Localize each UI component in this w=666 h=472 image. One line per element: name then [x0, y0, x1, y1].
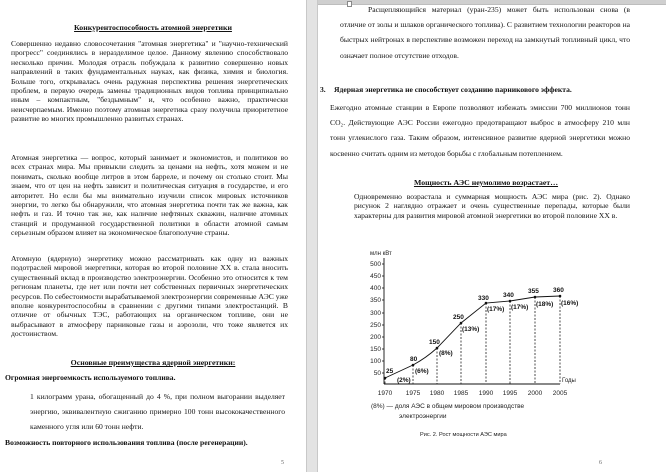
svg-text:100: 100	[370, 358, 381, 365]
svg-text:250: 250	[370, 322, 381, 329]
x-axis-label: Годы	[562, 378, 576, 384]
item-3-number: 3.	[320, 85, 326, 94]
paragraph-nuclear-subsector: Атомную (ядерную) энергетику можно рассматривать как одну из важных подотраслей мировой энергетики, которая во второй половине XX в. стала вносить существенный вклад в производство электроэнергии. Особенно это относится к тем регионам планеты, где нет или почти нет собственных первичных энергетических ресурсов. По себестоимости вырабатываемой электроэнергии современные АЭС уже вполне конкурентоспособны в сравнении с другими типами электростанций. В отличие от обычных ТЭС, работающих на органическом топливе, они не выбрасывают в атмосферу парниковые газы и аэрозоли, что тоже является их достоинством.	[11, 254, 288, 339]
paragraph-greenhouse: Ежегодно атомные станции в Европе позволяют избежать эмиссии 700 миллионов тонн CO₂. Действующие АЭС России ежегодно предотвращают выброс в атмосферу 210 млн тонн углекислого газа. Таким образом, интенсивное развитие ядерной энергетики можно косвенно считать одним из методов борьбы с глобальным потеплением.	[330, 103, 630, 158]
y-tick-labels	[370, 261, 381, 377]
y-axis-label: млн кВт	[370, 251, 392, 257]
drop-lines	[385, 296, 560, 384]
svg-text:1985: 1985	[453, 390, 469, 397]
ruler-indent-marker[interactable]	[347, 1, 352, 7]
svg-text:330: 330	[478, 295, 489, 302]
svg-text:340: 340	[503, 292, 514, 299]
figure-caption: Рис. 2. Рост мощности АЭС мира	[420, 432, 507, 438]
svg-text:(2%): (2%)	[397, 377, 411, 384]
svg-text:2000: 2000	[527, 390, 543, 397]
svg-text:500: 500	[370, 261, 381, 268]
svg-text:2005: 2005	[552, 390, 568, 397]
power-line	[385, 296, 560, 378]
paragraph-economics: Атомная энергетика — вопрос, который занимает и экономистов, и политиков во всех странах мира. Мы привыкли следить за ценами на нефть, хотя можем и не понимать, сколько вообще литров в этом барреле, и почему он столько стоит. Мы знаем, что от цен на нефть зависит и политическая ситуация в государстве, и его авторитет. Но если бы мы внимательно изучили список мировых источников энергии, то легко бы обнаружили, что атомная энергетика почти так же важна, как нефть и газ. И точно так же, как наличие нефтяных скважин, наличие атомных станций и продуманной государственной политики в области атомной самым серьезным образом влияет на экономическое благополучие страны.	[11, 153, 288, 238]
paragraph-power-growth: Одновременно возрастала и суммарная мощность АЭС мира (рис. 2). Однако рисунок 2 наглядно отражает и очень существенные перепады, которые были характерны для развития мировой атомной энергетики во второй половине XX в.	[354, 192, 630, 220]
svg-text:50: 50	[373, 370, 381, 377]
svg-text:(6%): (6%)	[415, 368, 429, 375]
advantage-1-text: 1 килограмм урана, обогащенный до 4 %, при полном выгорании выделяет энергию, эквивалентную сжиганию примерно 100 тонн высококачественного каменного угля или 60 тонн нефти.	[30, 392, 285, 432]
horizontal-ruler[interactable]	[318, 0, 666, 5]
svg-text:(17%): (17%)	[511, 304, 529, 311]
svg-text:400: 400	[370, 285, 381, 292]
svg-text:150: 150	[370, 346, 381, 353]
svg-text:300: 300	[370, 310, 381, 317]
svg-text:80: 80	[410, 356, 418, 363]
svg-text:(13%): (13%)	[462, 326, 480, 333]
svg-text:(8%): (8%)	[439, 350, 453, 357]
paragraph-reuse-fuel: Расщепляющийся материал (уран-235) может быть использован снова (в отличие от золы и шлаков органического топлива). С развитием технологии реакторов на быстрых нейтронах в перспективе возможен переход на замкнутый топливный цикл, что означает полное отсутствие отходов.	[340, 5, 630, 60]
advantages-title: Основные преимущества ядерной энергетики:	[70, 358, 236, 367]
svg-text:(16%): (16%)	[561, 300, 579, 307]
x-tick-labels	[378, 390, 568, 397]
svg-text:250: 250	[453, 314, 464, 321]
chart-legend-line-1: (8%) — доля АЭС в общем мировом производстве	[371, 403, 525, 410]
svg-text:150: 150	[429, 339, 440, 346]
svg-text:350: 350	[370, 297, 381, 304]
advantage-2-heading: Возможность повторного использования топлива (после регенерации).	[5, 438, 248, 447]
advantage-1-heading: Огромная энергоемкость используемого топлива.	[5, 373, 176, 382]
svg-text:(17%): (17%)	[487, 306, 505, 313]
power-growth-title: Мощность АЭС неумолимо возрастает…	[413, 178, 559, 187]
svg-text:355: 355	[528, 288, 539, 295]
paragraph-intro: Совершенно недавно словосочетания "атомная энергетика" и "научно-технический прогресс" соединялись в неразделимое целое. Данному явлению способствовало несколько причин. Молодая отрасль побуждала к развитию совершенно новых направлений в таких фундаментальных науках, как физика, химия и биология. Больше того, открывалась очень радужная перспектива решения энергетических проблем, в первую очередь замены традиционных видов топлива принципиально иным – компактным, "бездымным" и, что особенно важно, практически неисчерпаемым. Именно поэтому атомная энергетика сразу получила приоритетное развитие во многих промышленно развитых странах.	[11, 39, 288, 124]
svg-text:1990: 1990	[478, 390, 494, 397]
item-3-heading: Ядерная энергетика не способствует созданию парникового эффекта.	[334, 85, 572, 94]
chart-legend-line-2: электроэнергии	[399, 413, 447, 420]
page-number-left: 5	[281, 460, 284, 466]
svg-text:1980: 1980	[429, 390, 445, 397]
svg-text:1970: 1970	[377, 390, 393, 397]
svg-text:1995: 1995	[502, 390, 518, 397]
svg-text:200: 200	[370, 334, 381, 341]
svg-text:450: 450	[370, 273, 381, 280]
share-labels	[397, 300, 578, 384]
page-number-right: 6	[599, 460, 602, 466]
svg-text:360: 360	[553, 287, 564, 294]
section-title-competitiveness: Конкурентоспособность атомной энергетики	[74, 23, 232, 32]
svg-text:(18%): (18%)	[536, 301, 554, 308]
svg-text:25: 25	[386, 368, 394, 375]
svg-text:1975: 1975	[405, 390, 421, 397]
